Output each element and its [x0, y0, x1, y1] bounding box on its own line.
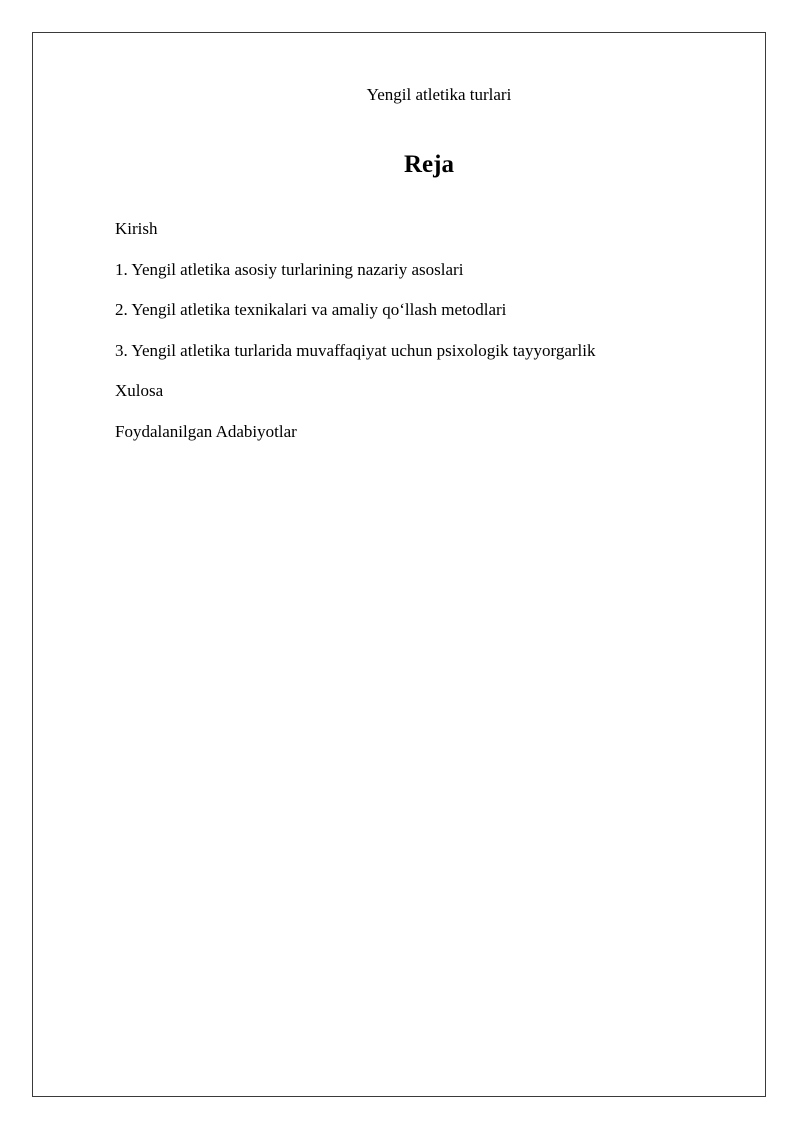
plan-item-chapter-1: 1. Yengil atletika asosiy turlarining nazariy asoslari	[115, 259, 464, 279]
plan-item-chapter-3: 3. Yengil atletika turlarida muvaffaqiyat uchun psixologik tayyorgarlik	[115, 340, 596, 360]
plan-list	[115, 219, 595, 463]
plan-heading: Reja	[404, 151, 454, 178]
plan-item-references: Foydalanilgan Adabiyotlar	[115, 421, 297, 441]
plan-item-conclusion: Xulosa	[115, 381, 164, 401]
plan-item-chapter-2: 2. Yengil atletika texnikalari va amaliy qo‘llash metodlari	[115, 300, 507, 320]
document-title: Yengil atletika turlari	[366, 85, 512, 104]
document-page	[32, 32, 766, 1097]
plan-item-introduction: Kirish	[115, 219, 158, 238]
